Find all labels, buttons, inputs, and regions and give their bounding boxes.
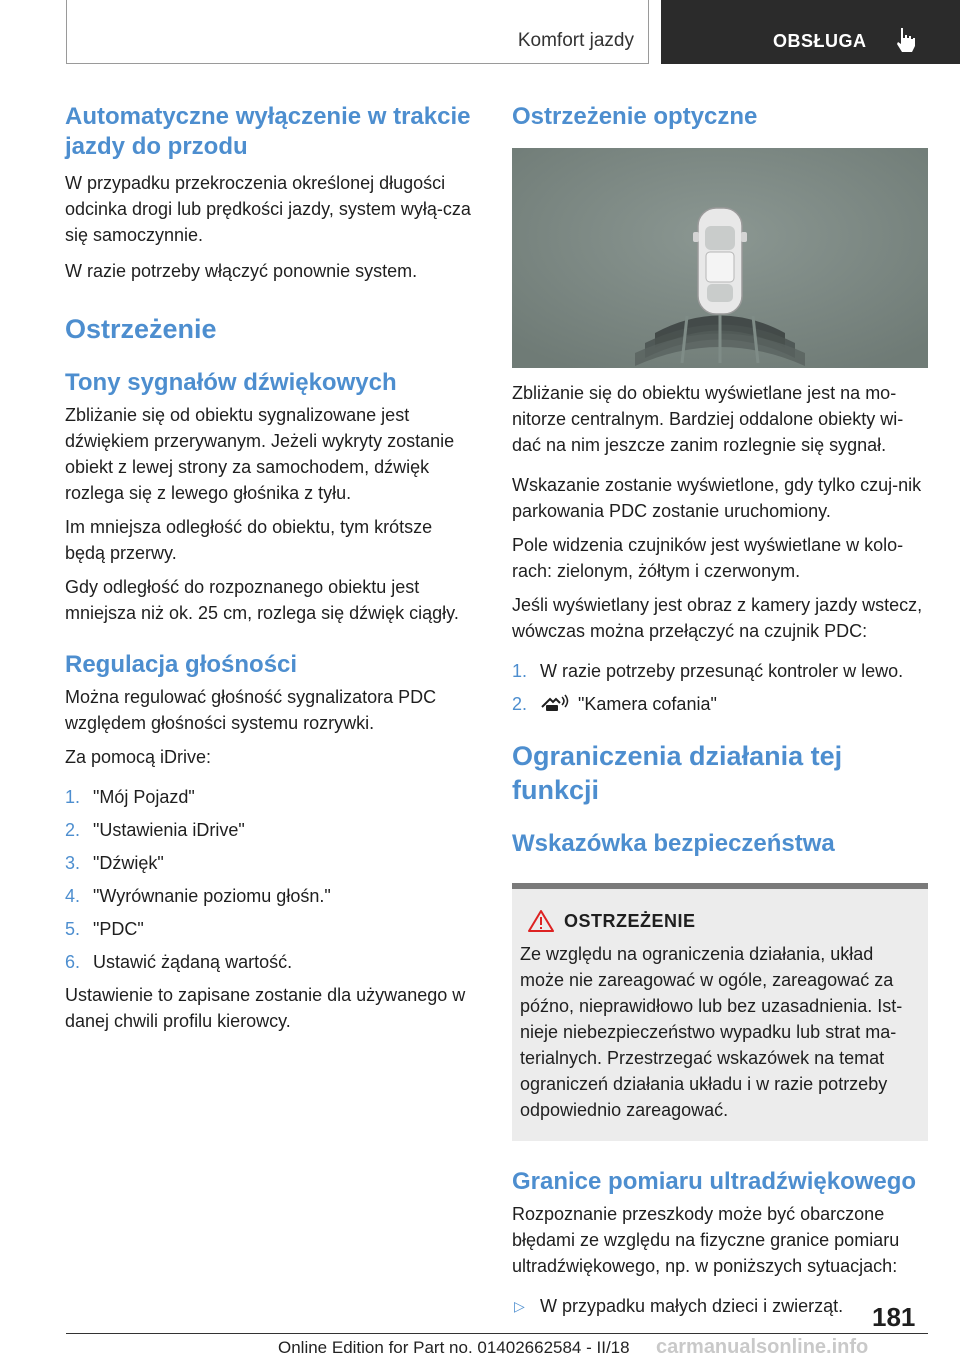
warning-box-label: OSTRZEŻENIE: [564, 910, 696, 931]
header-rule-bottom: [66, 63, 649, 64]
optical-heading: Ostrzeżenie optyczne: [512, 103, 758, 130]
camera-sensor-icon: [540, 693, 570, 713]
tones-paragraph: Gdy odległość do rozpoznanego obiektu jest mniejsza niż ok. 25 cm, rozlega się dźwięk ciągły.: [65, 577, 459, 623]
optical-paragraph: Wskazanie zostanie wyświetlone, gdy tylko czuj-nik parkowania PDC zostanie uruchomiony.: [512, 475, 922, 521]
auto-off-paragraph: W razie potrzeby włączyć ponownie system.: [65, 261, 418, 281]
header-tab: [661, 0, 960, 64]
optical-paragraph: Jeśli wyświetlany jest obraz z kamery jazdy wstecz, wówczas można przełączyć na czujnik PDC:: [512, 595, 923, 641]
warning-heading: Ostrzeżenie: [65, 314, 217, 344]
ultrasonic-paragraph: Rozpoznanie przeszkody może być obarczone błędami ze względu na fizyczne granice pomiaru ultradźwiękowego, np. w poniższych sytuacjach:: [512, 1204, 900, 1276]
footer-edition: Online Edition for Part no. 01402662584 - II/18: [278, 1338, 630, 1357]
auto-off-paragraph: W przypadku przekroczenia określonej długości odcinka drogi lub prędkości jazdy, system wyłą-cza się samoczynnie.: [65, 173, 471, 245]
tones-paragraph: Im mniejsza odległość do obiektu, tym krótsze będą przerwy.: [65, 517, 433, 563]
footer-watermark: carmanualsonline.info: [656, 1336, 869, 1358]
auto-off-heading: Automatyczne wyłączenie w trakcie jazdy do przodu: [65, 103, 471, 160]
header-rule-left: [66, 0, 67, 64]
volume-paragraph: Można regulować głośność sygnalizatora PDC względem głośności systemu rozrywki.: [65, 687, 437, 733]
bullet-triangle-icon: ▷: [514, 1298, 525, 1314]
list-item: 4. "Wyrównanie poziomu głośn.": [65, 886, 331, 906]
optical-steps: [512, 658, 928, 717]
warning-box-text: Ze względu na ograniczenia działania, układ może nie zareagować w ogóle, zareagować za późno, nieprawidłowo lub bez uzasadnienia. Ist-nieje niebezpieczeństwo wypadku lub strat ma-terialnych. Przestrzegać wskazówek na temat ograniczeń działania układu i w razie potrzeby odpowiednio zareagować.: [520, 944, 903, 1120]
list-item: 5. "PDC": [65, 919, 144, 939]
warning-triangle-icon: [528, 909, 554, 933]
right-column: [512, 100, 928, 1319]
safety-heading: Wskazówka bezpieczeństwa: [512, 830, 835, 857]
list-item: 2. "Ustawienia iDrive": [65, 820, 245, 840]
left-column: [65, 100, 477, 1034]
pdc-display-image: [512, 148, 928, 368]
warning-box-header: [528, 909, 914, 933]
list-item: 6. Ustawić żądaną wartość.: [65, 952, 293, 972]
warning-box: [512, 883, 928, 1141]
volume-paragraph: Ustawienie to zapisane zostanie dla używanego w danej chwili profilu kierowcy.: [65, 985, 466, 1031]
volume-paragraph: Za pomocą iDrive:: [65, 747, 212, 767]
list-item: 3. "Dźwięk": [65, 853, 164, 873]
list-item: 2. "Kamera cofania": [512, 694, 717, 714]
limits-heading: Ograniczenia działania tej funkcji: [512, 741, 843, 805]
optical-paragraph: Zbliżanie się do obiektu wyświetlane jest na mo-nitorze centralnym. Bardziej oddalone obiekty wi-dać na nim jeszcze zanim rozlegnie się sygnał.: [512, 383, 904, 455]
page-number: 181: [872, 1302, 916, 1332]
header-rule-right: [648, 0, 649, 64]
header-section-title: Komfort jazdy: [517, 30, 634, 51]
optical-paragraph: Pole widzenia czujników jest wyświetlane w kolo-rach: zielonym, żółtym i czerwonym.: [512, 535, 904, 581]
tones-paragraph: Zbliżanie się od obiektu sygnalizowane jest dźwiękiem przerywanym. Jeżeli wykryty zostanie obiekt z lewej strony za samochodem, dźwięk rozlega się z lewego głośnika z tyłu.: [65, 405, 455, 503]
pointing-hand-icon: [893, 26, 919, 54]
list-item: 1. W razie potrzeby przesunąć kontroler w lewo.: [512, 661, 904, 681]
list-item: ▷ W przypadku małych dzieci i zwierząt.: [512, 1293, 928, 1319]
header-tab-label: OBSŁUGA: [773, 31, 867, 51]
list-item: 1. "Mój Pojazd": [65, 787, 195, 807]
volume-heading: Regulacja głośności: [65, 651, 298, 678]
volume-steps: [65, 784, 477, 975]
footer-rule: [66, 1333, 928, 1334]
ultrasonic-heading: Granice pomiaru ultradźwiękowego: [512, 1168, 917, 1195]
tones-heading: Tony sygnałów dźwiękowych: [65, 369, 397, 396]
